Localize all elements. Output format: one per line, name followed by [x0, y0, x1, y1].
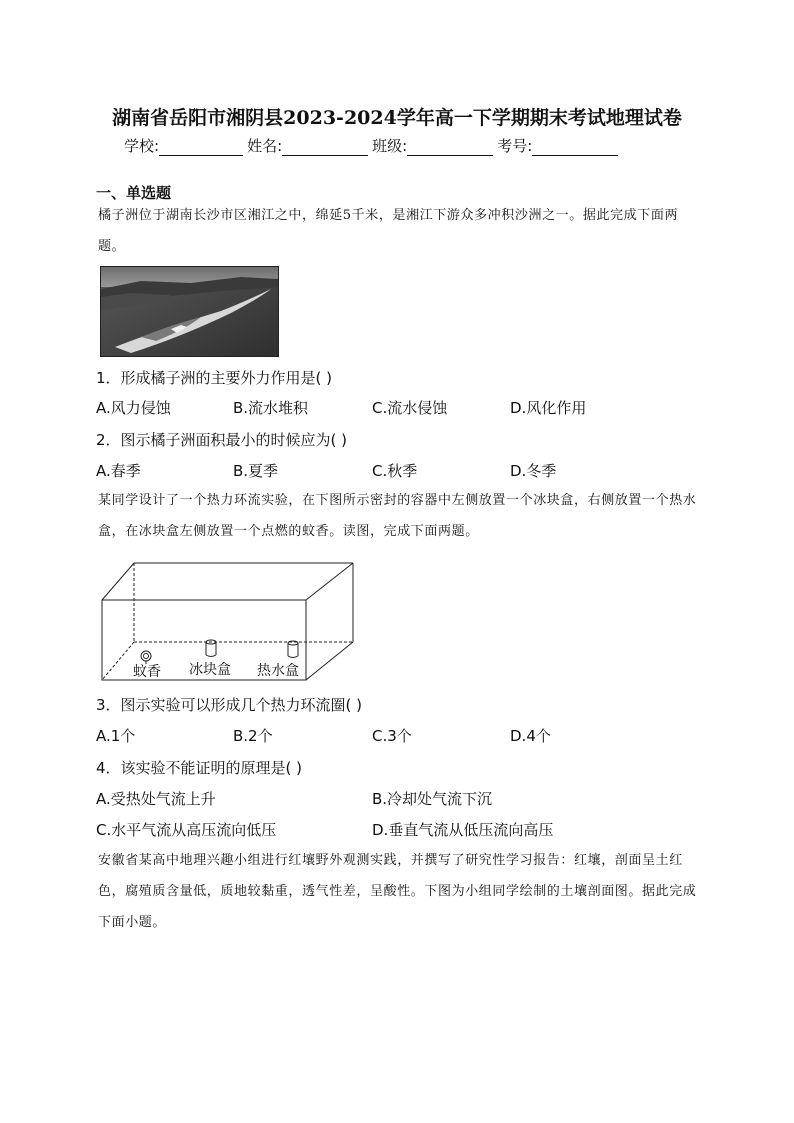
q1-option-b: B.流水堆积 — [233, 399, 309, 417]
q1-option-c: C.流水侵蚀 — [372, 399, 448, 417]
student-info-line — [124, 135, 622, 156]
name-blank — [282, 139, 368, 156]
question-4: 4．该实验不能证明的原理是( ) — [96, 759, 303, 777]
q1-option-d: D.风化作用 — [510, 399, 587, 417]
question-3: 3．图示实验可以形成几个热力环流圈( ) — [96, 696, 363, 714]
q3-option-d: D.4个 — [510, 727, 551, 745]
class-label: 班级: — [372, 137, 408, 155]
q3-option-a: A.1个 — [96, 727, 136, 745]
q3-option-b: B.2个 — [233, 727, 273, 745]
question-1: 1．形成橘子洲的主要外力作用是( ) — [96, 369, 333, 387]
q2-option-b: B.夏季 — [233, 462, 279, 480]
class-blank — [407, 139, 493, 156]
exam-title: 湖南省岳阳市湘阴县2023-2024学年高一下学期期末考试地理试卷 — [112, 107, 682, 129]
hot-water-box-icon — [288, 641, 298, 658]
label-hot-water-box: 热水盒 — [257, 662, 299, 678]
name-label: 姓名: — [247, 137, 283, 155]
label-ice-box: 冰块盒 — [189, 661, 231, 677]
q1-option-a: A.风力侵蚀 — [96, 399, 171, 417]
question-2: 2．图示橘子洲面积最小的时候应为( ) — [96, 431, 348, 449]
number-label: 考号: — [497, 137, 533, 155]
number-blank — [532, 139, 618, 156]
q4-option-a: A.受热处气流上升 — [96, 790, 216, 808]
school-label: 学校: — [124, 137, 160, 155]
q2-option-c: C.秋季 — [372, 462, 418, 480]
experiment-diagram — [98, 557, 360, 685]
passage-3: 安徽省某高中地理兴趣小组进行红壤野外观测实践，并撰写了研究性学习报告：红壤，剖面呈土红色，腐殖质含量低，质地较黏重，透气性差，呈酸性。下图为小组同学绘制的土壤剖面图。据此完成下面小题。 — [98, 853, 697, 930]
passage-2: 某同学设计了一个热力环流实验，在下图所示密封的容器中左侧放置一个冰块盒，右侧放置一个热水盒，在冰块盒左侧放置一个点燃的蚊香。读图，完成下面两题。 — [98, 493, 697, 539]
island-photo — [100, 266, 279, 357]
q4-option-b: B.冷却处气流下沉 — [372, 790, 493, 808]
q2-option-a: A.春季 — [96, 462, 141, 480]
passage-1: 橘子洲位于湖南长沙市区湘江之中，绵延5千米，是湘江下游众多冲积沙洲之一。据此完成下面两题。 — [98, 208, 679, 254]
label-coil: 蚊香 — [133, 663, 161, 679]
section-heading: 一、单选题 — [96, 184, 172, 202]
q4-option-c: C.水平气流从高压流向低压 — [96, 821, 277, 839]
q2-option-d: D.冬季 — [510, 462, 557, 480]
q3-option-c: C.3个 — [372, 727, 412, 745]
q4-option-d: D.垂直气流从低压流向高压 — [372, 821, 554, 839]
school-blank — [159, 139, 243, 156]
